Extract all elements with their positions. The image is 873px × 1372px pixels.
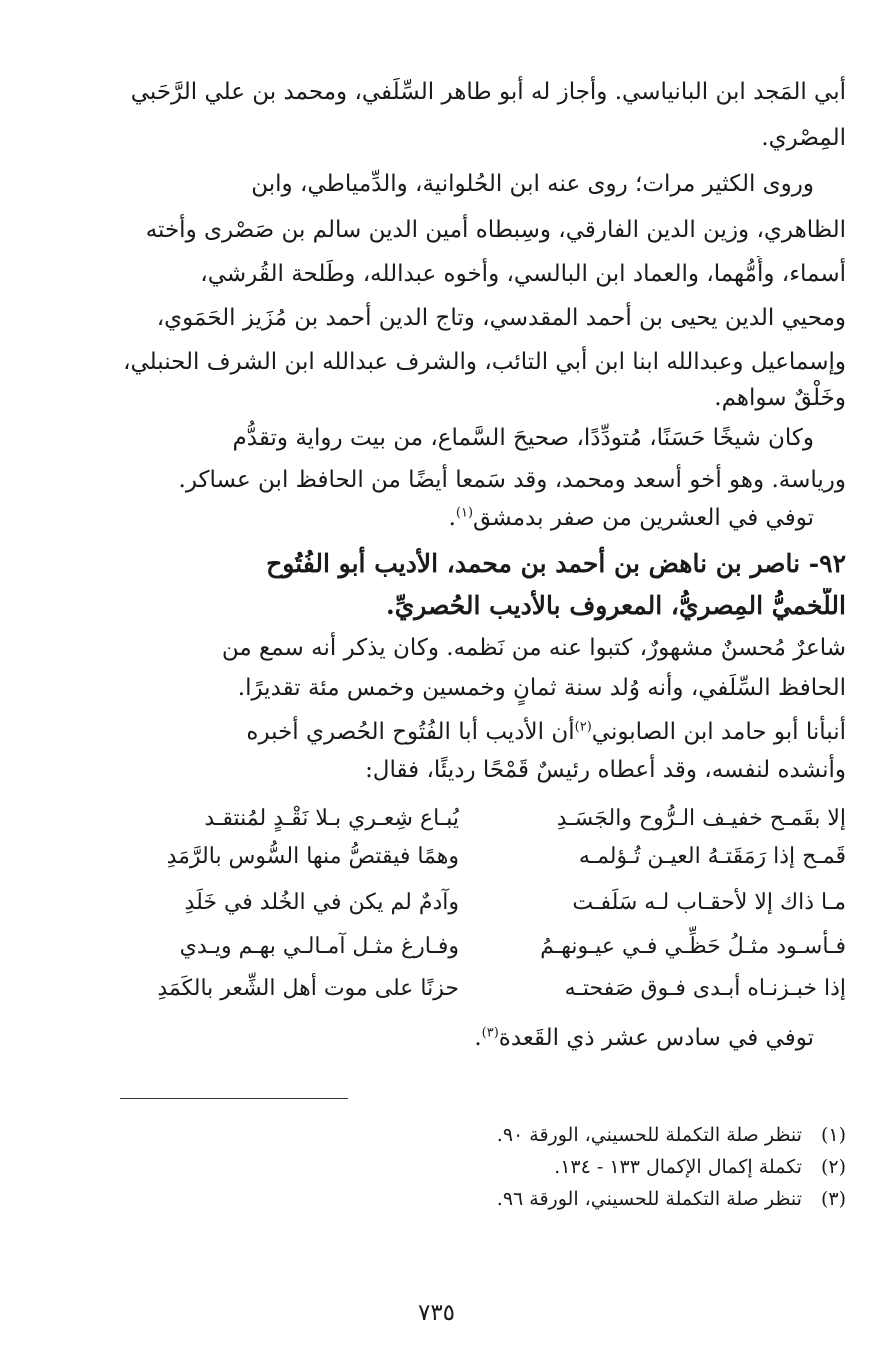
- verse-second-hemistich: حزنًا على موت أهل الشِّعر بالكَمَدِ: [157, 976, 459, 1001]
- text-line: ومحيي الدين يحيى بن أحمد المقدسي، وتاج الدين أحمد بن مُزَيز الحَمَوي،: [156, 305, 846, 331]
- text-line: [104, 714, 846, 750]
- footnote: [104, 1184, 846, 1214]
- paragraph-start-line: وكان شيخًا حَسَنًا، مُتودِّدًا، صحيحَ السَّماع، من بيت رواية وتقدُّم: [232, 425, 814, 451]
- death-note-line: [104, 1020, 846, 1056]
- footnote-number: (٢): [820, 1156, 846, 1178]
- verse-second-hemistich: وهمًا فيقتصُّ منها السُّوس بالرَّمَدِ: [166, 844, 459, 869]
- verse: [104, 836, 846, 878]
- verse-first-hemistich: إذا خبـزنـاه أبـدى فـوق صَفحتـه: [564, 976, 846, 1001]
- verse-second-hemistich: وفـارغ مثـل آمـالـي بهـم ويـدي: [179, 934, 459, 959]
- footnote-ref: (٢): [574, 719, 592, 735]
- text-line: المِصْري.: [761, 125, 846, 151]
- verse-second-hemistich: وآدمٌ لم يكن في الخُلد في خَلَدِ: [184, 890, 459, 915]
- text-line: ورياسة. وهو أخو أسعد ومحمد، وقد سَمعا أيضًا من الحافظ ابن عساكر.: [178, 467, 846, 493]
- text-segment: أن الأديب أبا الفُتُوح الحُصري أخبره: [246, 719, 575, 745]
- verse: [104, 926, 846, 968]
- text-line: وخَلْقٌ سواهم.: [714, 385, 846, 411]
- entry-heading: اللَّخميُّ المِصريُّ، المعروف بالأديب الحُصريِّ.: [386, 591, 846, 620]
- entry-heading: ٩٢- ناصر بن ناهض بن أحمد بن محمد، الأديب أبو الفُتُوح: [266, 549, 846, 578]
- period: .: [474, 1025, 482, 1051]
- verse-first-hemistich: قَمـح إذا رَمَقَتـهُ العيـن تُـؤلمـه: [578, 844, 846, 869]
- period: .: [448, 505, 456, 531]
- page-number: ٧٣٥: [417, 1300, 456, 1326]
- death-note-text: توفي في العشرين من صفر بدمشق: [473, 505, 814, 531]
- paragraph-start-line: وروى الكثير مرات؛ روى عنه ابن الحُلوانية، والدِّمياطي، وابن: [251, 171, 814, 197]
- verse: [104, 798, 846, 840]
- text-line: أبي المَجد ابن البانياسي. وأجاز له أبو طاهر السِّلَفي، ومحمد بن علي الرَّحَبي: [130, 79, 846, 105]
- footnote-text: تكملة إكمال الإكمال ١٣٣ - ١٣٤.: [554, 1156, 802, 1178]
- text-line: وأنشده لنفسه، وقد أعطاه رئيسٌ قَمْحًا رديئًا، فقال:: [365, 757, 846, 783]
- footnote-text: تنظر صلة التكملة للحسيني، الورقة ٩٠.: [496, 1124, 802, 1146]
- footnote: [104, 1120, 846, 1150]
- footnote: [104, 1152, 846, 1182]
- verse: [104, 968, 846, 1010]
- verse: [104, 882, 846, 924]
- text-line: أسماء، وأُمُّهما، والعماد ابن البالسي، وأخوه عبدالله، وطَلحة القُرشي،: [200, 261, 846, 287]
- death-note-text: توفي في سادس عشر ذي القَعدة: [498, 1025, 814, 1051]
- footnote-number: (١): [820, 1124, 846, 1146]
- text-line: وإسماعيل وعبدالله ابنا ابن أبي التائب، والشرف عبدالله ابن الشرف الحنبلي،: [123, 349, 846, 375]
- footnote-ref: (١): [455, 505, 474, 521]
- footnote-divider: [120, 1098, 348, 1099]
- footnote-text: تنظر صلة التكملة للحسيني، الورقة ٩٦.: [496, 1188, 802, 1210]
- verse-first-hemistich: فـأسـود مثـلُ حَظِّـي فـي عيـونهـمُ: [540, 934, 846, 959]
- text-line: الظاهري، وزين الدين الفارقي، وسِبطاه أمين الدين سالم بن صَصْرى وأخته: [145, 217, 846, 243]
- footnote-number: (٣): [820, 1188, 846, 1210]
- text-line: الحافظ السِّلَفي، وأنه وُلد سنة ثمانٍ وخمسين وخمس مئة تقديرًا.: [237, 675, 846, 701]
- verse-second-hemistich: يُبـاع شِعـري بـلا نَقْـدٍ لمُنتقـد: [204, 806, 459, 831]
- verse-first-hemistich: مـا ذاك إلا لأحقـاب لـه سَلَفـت: [572, 890, 846, 915]
- footnote-ref: (٣): [481, 1025, 499, 1041]
- death-note-line: [104, 500, 846, 536]
- text-line: شاعرٌ مُحسنٌ مشهورٌ، كتبوا عنه من نَظمه. وكان يذكر أنه سمع من: [221, 635, 846, 661]
- text-segment: أنبأنا أبو حامد ابن الصابوني: [591, 719, 846, 745]
- verse-first-hemistich: إلا بقَمـح خفيـف الـرُّوح والجَسَـدِ: [556, 806, 846, 831]
